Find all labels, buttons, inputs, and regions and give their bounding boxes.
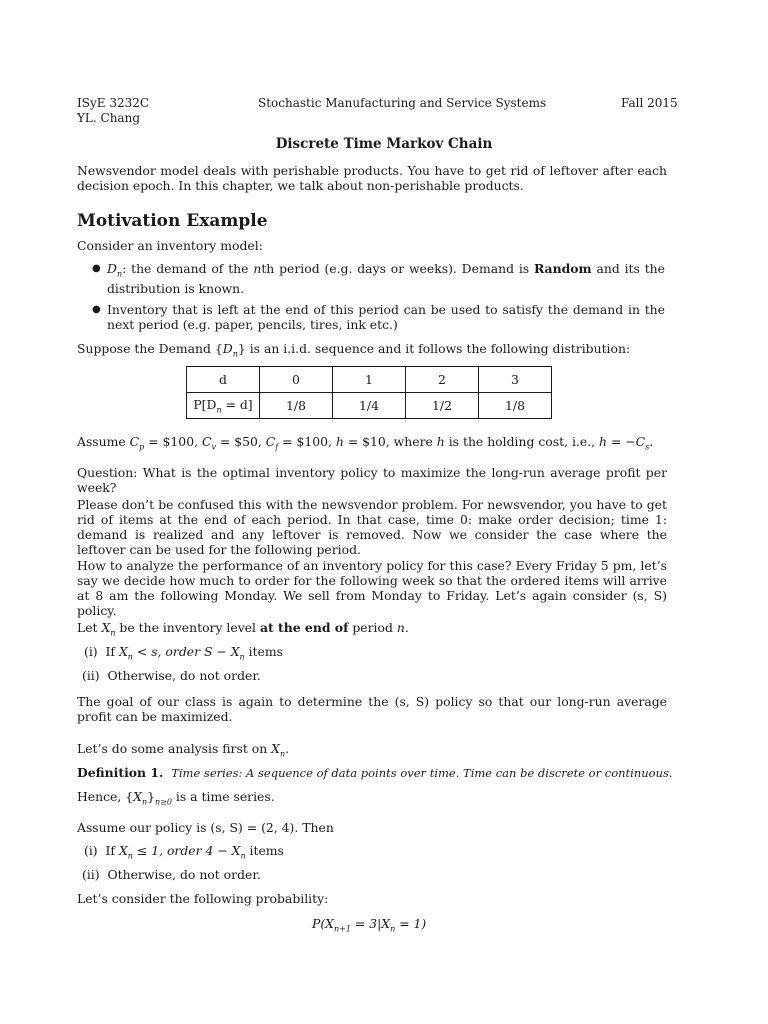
instructor-name: YL. Chang — [77, 111, 140, 125]
consider-prob-text: Let’s consider the following probability: — [77, 891, 329, 906]
policy2-item-i: (i) If $X_n \le 1$, order $4 - X_n$ items — [84, 843, 284, 861]
bullet-dot: ● — [92, 304, 101, 315]
course-title: Stochastic Manufacturing and Service Systems — [258, 96, 547, 110]
definition-label: Definition 1. — [77, 765, 164, 780]
suppose-text: Suppose the Demand $\{D_n\}$ is an i.i.d. sequence and it follows the following distribution: — [77, 341, 631, 359]
table-cell: 1/2 — [406, 393, 479, 419]
demand-distribution-table — [186, 366, 552, 419]
goal-paragraph: The goal of our class is again to determine the (s, S) policy so that our long-run average profit can be maximized. — [77, 694, 667, 724]
page-title: Discrete Time Markov Chain — [275, 136, 493, 152]
table-row — [187, 393, 552, 419]
table-cell: 3 — [479, 367, 552, 393]
table-cell: d — [187, 367, 260, 393]
bullet-inventory: Inventory that is left at the end of this period can be used to satisfy the demand in the next period (e.g. paper, pencils, tires, ink etc.) — [107, 302, 665, 332]
policy-item-ii: (ii) Otherwise, do not order. — [82, 668, 261, 683]
table-cell: 0 — [260, 367, 333, 393]
definition — [77, 765, 673, 780]
probability-equation: $P(X_{n+1} = 3|X_n = 1)$ — [312, 916, 427, 934]
table-cell: 1 — [333, 367, 406, 393]
intro-paragraph: Newsvendor model deals with perishable products. You have to get rid of leftover after each decision epoch. In this chapter, we talk about non-perishable products. — [77, 163, 667, 193]
consider-text: Consider an inventory model: — [77, 238, 263, 253]
course-code: ISyE 3232C — [77, 96, 150, 110]
table-cell: 1/4 — [333, 393, 406, 419]
bullet-dot: ● — [92, 263, 101, 274]
definition-body: Time series: A sequence of data points over time. Time can be discrete or continuous. — [171, 766, 673, 780]
policy-item-i: (i) If $X_n < s$, order $S - X_n$ items — [84, 644, 283, 662]
newsvendor-paragraph: Please don’t be confused this with the newsvendor problem. For newsvendor, you have to get rid of items at the end of each period. In that case, time 0: make order decision; time 1: demand is realized and any leftover is removed. Now we consider the case where the leftover can be used for the following period. — [77, 497, 667, 557]
analyze-paragraph: How to analyze the performance of an inventory policy for this case? Every Friday 5 pm, let’s say we decide how much to order for the following week so that the ordered items will arrive at 8 am the following Monday. We sell from Monday to Friday. Let’s again consider (s, S) policy. — [77, 558, 667, 618]
assume-policy-text: Assume our policy is (s, S) = (2, 4). Then — [77, 820, 334, 835]
table-cell: 1/8 — [479, 393, 552, 419]
analysis-text: Let’s do some analysis first on $X_n$. — [77, 741, 290, 759]
table-row — [187, 367, 552, 393]
random-emphasis: Random — [533, 261, 592, 276]
bullet-demand: $D_n$: the demand of the nth period (e.g. days or weeks). Demand is Random and its the distribution is known. — [107, 261, 665, 297]
term: Fall 2015 — [621, 96, 678, 110]
hence-text: Hence, $\{X_n\}_{n\ge 0}$ is a time series. — [77, 789, 275, 807]
question-paragraph: Question: What is the optimal inventory policy to maximize the long-run average profit per week? — [77, 465, 667, 495]
cost-assumption: Assume $C_p$ = $100, $C_v$ = $50, $C_f$ = $100, h = $10, where h is the holding cost, i.e., $h = -C_s$. — [77, 434, 654, 452]
table-cell: $P[D_n = d]$ — [187, 393, 260, 419]
let-xn-text: Let $X_n$ be the inventory level at the end of period n. — [77, 620, 409, 638]
section-heading: Motivation Example — [77, 211, 268, 231]
policy2-item-ii: (ii) Otherwise, do not order. — [82, 867, 261, 882]
table-cell: 2 — [406, 367, 479, 393]
table-cell: 1/8 — [260, 393, 333, 419]
